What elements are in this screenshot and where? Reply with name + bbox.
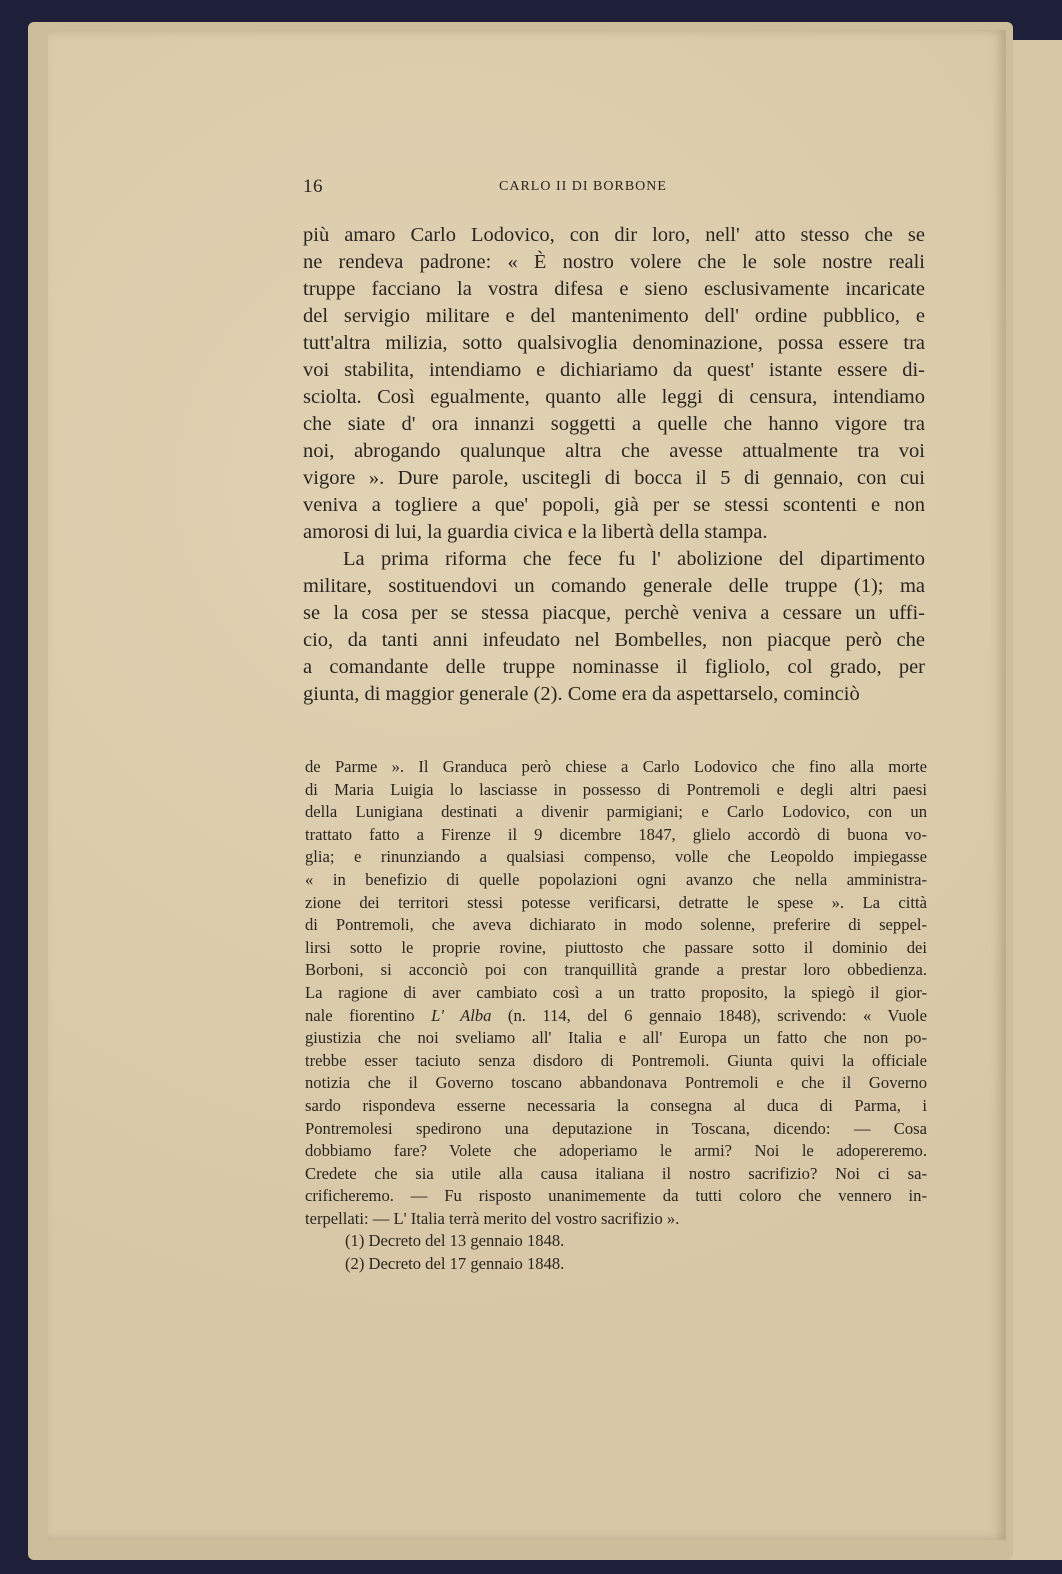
text-line: cio, da tanti anni infeudato nel Bombelles, non piacque però che bbox=[303, 629, 925, 651]
text-line: nale fiorentino L' Alba (n. 114, del 6 gennaio 1848), scrivendo: « Vuole bbox=[305, 1005, 927, 1025]
text-line: « in benefizio di quelle popolazioni ogni avanzo che nella amministra- bbox=[305, 869, 927, 889]
text-line: di Maria Luigia lo lasciasse in possesso di Pontremoli e degli altri paesi bbox=[305, 779, 927, 799]
text-line: di Pontremoli, che aveva dichiarato in modo solenne, preferire di seppel- bbox=[305, 915, 927, 935]
text-line: (2) Decreto del 17 gennaio 1848. bbox=[345, 1254, 565, 1274]
text-line: Credete che sia utile alla causa italiana il nostro sacrifizio? Noi ci sa- bbox=[305, 1163, 927, 1183]
text-line: La prima riforma che fece fu l' abolizione del dipartimento bbox=[343, 548, 925, 570]
text-line: sardo rispondeva esserne necessaria la consegna al duca di Parma, i bbox=[305, 1095, 927, 1115]
text-line: trebbe esser taciuto senza disdoro di Pontremoli. Giunta quivi la officiale bbox=[305, 1050, 927, 1070]
main-text bbox=[303, 222, 925, 708]
text-line: lirsi sotto le proprie rovine, piuttosto che passare sotto il dominio dei bbox=[305, 937, 927, 957]
text-line: dobbiamo fare? Volete che adoperiamo le armi? Noi le adopereremo. bbox=[305, 1141, 927, 1161]
text-line: notizia che il Governo toscano abbandonava Pontremoli e che il Governo bbox=[305, 1073, 927, 1093]
running-title: CARLO II DI BORBONE bbox=[499, 179, 667, 194]
text-line: La ragione di aver cambiato così a un tratto proposito, la spiegò il gior- bbox=[305, 982, 927, 1002]
text-line: (1) Decreto del 13 gennaio 1848. bbox=[345, 1231, 565, 1251]
text-line: de Parme ». Il Granduca però chiese a Carlo Lodovico che fino alla morte bbox=[305, 757, 927, 776]
footnotes bbox=[305, 756, 927, 1276]
text-line: a comandante delle truppe nominasse il figliolo, col grado, per bbox=[303, 656, 925, 678]
text-line: se la cosa per se stessa piacque, perchè veniva a cessare un uffi- bbox=[303, 602, 925, 624]
text-line: più amaro Carlo Lodovico, con dir loro, nell' atto stesso che se bbox=[303, 224, 925, 246]
text-line: giunta, di maggior generale (2). Come era da aspettarselo, cominciò bbox=[303, 683, 860, 705]
text-line: truppe facciano la vostra difesa e sieno esclusivamente incaricate bbox=[303, 278, 925, 300]
text-line: zione dei territori stessi potesse verificarsi, detratte le spese ». La città bbox=[305, 892, 927, 912]
text-line: militare, sostituendovi un comando generale delle truppe (1); ma bbox=[303, 575, 925, 597]
text-line: trattato fatto a Firenze il 9 dicembre 1847, glielo accordò di buona vo- bbox=[305, 824, 927, 844]
text-line: terpellati: — L' Italia terrà merito del vostro sacrifizio ». bbox=[305, 1208, 680, 1228]
text-line: veniva a togliere a que' popoli, già per se stessi scontenti e non bbox=[303, 494, 925, 516]
running-header bbox=[303, 176, 925, 198]
text-line: Borboni, si acconciò poi con tranquillità grande a prestar loro obbedienza. bbox=[305, 960, 927, 980]
text-line: tutt'altra milizia, sotto qualsivoglia denominazione, possa essere tra bbox=[303, 332, 925, 354]
text-line: ne rendeva padrone: « È nostro volere che le sole nostre reali bbox=[303, 251, 925, 273]
text-line: che siate d' ora innanzi soggetti a quelle che hanno vigore tra bbox=[303, 413, 925, 435]
text-line: Pontremolesi spedirono una deputazione in Toscana, dicendo: — Cosa bbox=[305, 1118, 927, 1138]
text-line: della Lunigiana destinati a divenir parmigiani; e Carlo Lodovico, con un bbox=[305, 802, 927, 822]
page-number: 16 bbox=[303, 176, 323, 197]
text-line: amorosi di lui, la guardia civica e la libertà della stampa. bbox=[303, 521, 768, 543]
text-line: vigore ». Dure parole, uscitegli di bocca il 5 di gennaio, con cui bbox=[303, 467, 925, 489]
text-line: crificheremo. — Fu risposto unanimemente da tutti coloro che vennero in- bbox=[305, 1186, 927, 1206]
text-line: del servigio militare e del mantenimento dell' ordine pubblico, e bbox=[303, 305, 925, 327]
text-line: sciolta. Così egualmente, quanto alle leggi di censura, intendiamo bbox=[303, 386, 925, 408]
text-line: noi, abrogando qualunque altra che avesse attualmente tra voi bbox=[303, 440, 925, 462]
text-line: glia; e rinunziando a qualsiasi compenso, volle che Leopoldo impiegasse bbox=[305, 847, 927, 867]
text-line: voi stabilita, intendiamo e dichiariamo da quest' istante essere di- bbox=[303, 359, 925, 381]
text-line: giustizia che noi sveliamo all' Italia e all' Europa un fatto che non po- bbox=[305, 1028, 927, 1048]
